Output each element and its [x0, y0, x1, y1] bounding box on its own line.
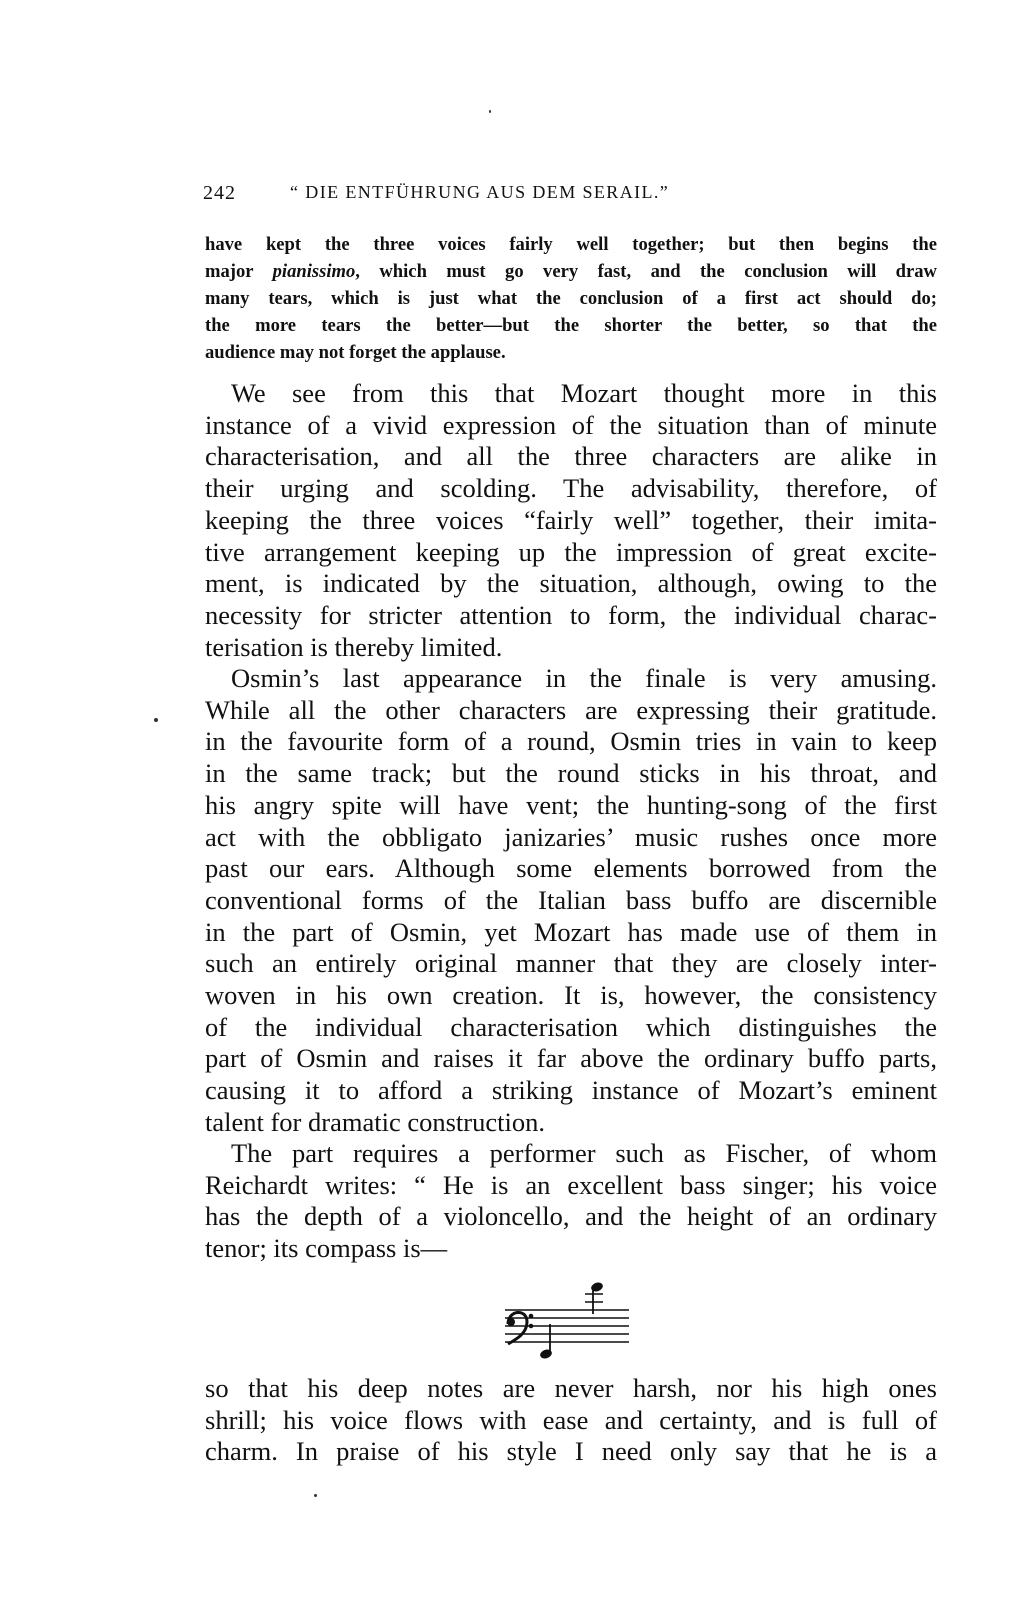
stray-mark-top: [489, 110, 491, 113]
text-line: necessity for stricter attention to form, the individual charac-: [205, 599, 937, 630]
quoted-letter-excerpt: [205, 231, 937, 366]
quote-line: many tears, which is just what the conclusion of a first act should do;: [205, 288, 937, 309]
text-line: tive arrangement keeping up the impression of great excite-: [205, 536, 937, 567]
paragraph-mozart-expression: [205, 378, 937, 663]
text-line: in the same track; but the round sticks in his throat, and: [205, 758, 937, 789]
quote-line: have kept the three voices fairly well together; but then begins the: [205, 234, 937, 255]
text-line: past our ears. Although some elements borrowed from the: [205, 853, 937, 884]
text-line: their urging and scolding. The advisability, therefore, of: [205, 473, 937, 504]
bass-clef-staff-icon: [505, 1280, 645, 1380]
page-number: 242: [203, 182, 236, 204]
text-line: act with the obbligato janizaries’ music rushes once more: [205, 821, 937, 852]
text-line: Osmin’s last appearance in the finale is very amusing.: [231, 663, 937, 693]
text-line: ment, is indicated by the situation, although, owing to the: [205, 568, 937, 599]
text-line: causing it to afford a striking instance of Mozart’s eminent: [205, 1075, 937, 1106]
text-line: in the part of Osmin, yet Mozart has made use of them in: [205, 916, 937, 947]
text-line: in the favourite form of a round, Osmin tries in vain to keep: [205, 726, 937, 757]
text-line: shrill; his voice flows with ease and certainty, and is full of: [205, 1404, 937, 1435]
text-line: The part requires a performer such as Fischer, of whom: [231, 1138, 937, 1168]
running-head: [203, 182, 943, 212]
text-line: so that his deep notes are never harsh, nor his high ones: [205, 1373, 937, 1403]
text-line: characterisation, and all the three characters are alike in: [205, 441, 937, 472]
stray-mark-bottom: [314, 1494, 317, 1497]
text-line: keeping the three voices “fairly well” together, their imita-: [205, 504, 937, 535]
running-title: “ DIE ENTFÜHRUNG AUS DEM SERAIL.”: [290, 182, 670, 202]
quote-line-with-italic: major pianissimo, which must go very fast, and the conclusion will draw: [205, 261, 937, 282]
text-line: part of Osmin and raises it far above the ordinary buffo parts,: [205, 1043, 937, 1074]
quote-line: the more tears the better—but the shorter the better, so that the: [205, 315, 937, 336]
text-line: has the depth of a violoncello, and the height of an ordinary: [205, 1201, 937, 1232]
text-line: talent for dramatic construction.: [205, 1106, 545, 1137]
paragraph-continuation: [205, 1373, 937, 1468]
text-line: Reichardt writes: “ He is an excellent bass singer; his voice: [205, 1169, 937, 1200]
paragraph-fischer-compass: [205, 1138, 937, 1265]
text-line: of the individual characterisation which distinguishes the: [205, 1011, 937, 1042]
text-line: his angry spite will have vent; the hunting-song of the first: [205, 789, 937, 820]
text-line: We see from this that Mozart thought more in this: [231, 378, 937, 408]
text-line: such an entirely original manner that they are closely inter-: [205, 948, 937, 979]
text-line: terisation is thereby limited.: [205, 631, 503, 662]
text-line: tenor; its compass is—: [205, 1233, 448, 1264]
text-line: While all the other characters are expressing their gratitude.: [205, 694, 937, 725]
music-notation-compass: [505, 1280, 645, 1380]
text-line: instance of a vivid expression of the situation than of minute: [205, 409, 937, 440]
paragraph-osmin-finale: [205, 663, 937, 1139]
text-line: charm. In praise of his style I need only say that he is a: [205, 1436, 937, 1467]
stray-mark-margin: [154, 718, 158, 722]
italic-term: pianissimo: [272, 261, 356, 282]
text-line: woven in his own creation. It is, however, the consistency: [205, 980, 937, 1011]
quote-line: audience may not forget the applause.: [205, 342, 506, 363]
text-line: conventional forms of the Italian bass buffo are discernible: [205, 884, 937, 915]
